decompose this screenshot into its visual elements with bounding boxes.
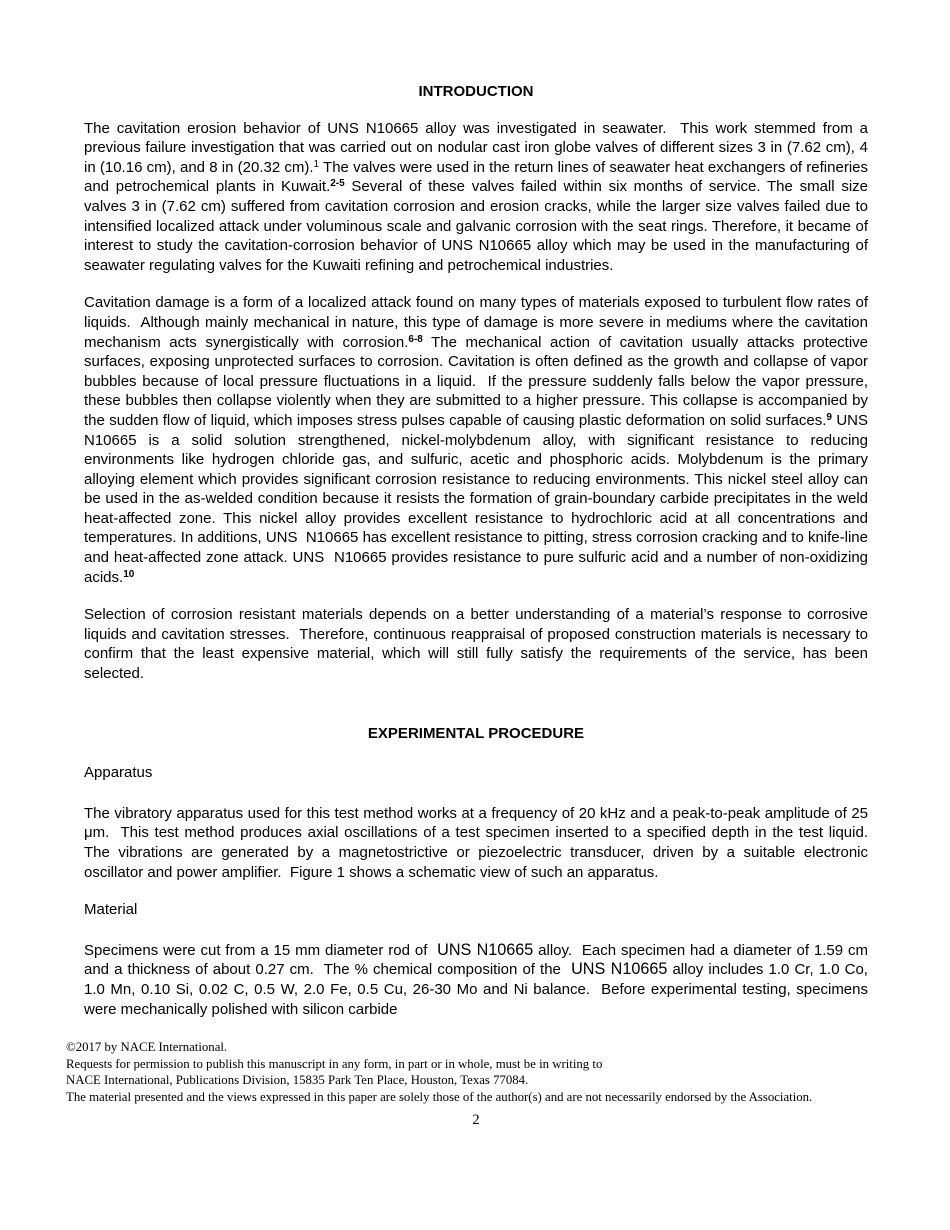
paragraph-intro-1: The cavitation erosion behavior of UNS N10665 alloy was investigated in seawater. This work stemmed from a previous failure investigation that was carried out on nodular cast iron globe valves of different sizes 3 in (7.62 cm), 4 in (10.16 cm), and 8 in (20.32 cm).$^1$ The valves were used in the return lines of seawater heat exchangers of refineries and petrochemical plants in Kuwait.$^{2-5}$ Several of these valves failed within six months of service. The small size valves 3 in (7.62 cm) suffered from cavitation corrosion and erosion cracks, while the larger size valves failed due to intensified localized attack under voluminous scale and galvanic corrosion with the seat rings. Therefore, it became of interest to study the cavitation-corrosion behavior of UNS N10665 alloy which may be used in the manufacturing of seawater regulating valves for the Kuwaiti refining and petrochemical industries. bbox=[84, 119, 873, 274]
subheading-material: Material bbox=[84, 901, 138, 919]
footer-disclaimer-line: The material presented and the views expressed in this paper are solely those of the author(s) and are not necessarily endorsed by the Association. bbox=[66, 1089, 813, 1104]
footer-copyright-line: ©2017 by NACE International. bbox=[66, 1040, 228, 1055]
footer-permission-line: Requests for permission to publish this manuscript in any form, in part or in whole, must be in writing to bbox=[66, 1056, 603, 1071]
section-heading-introduction: INTRODUCTION bbox=[418, 83, 534, 100]
footer-address-line: NACE International, Publications Division, 15835 Park Ten Place, Houston, Texas 77084. bbox=[66, 1073, 529, 1088]
paragraph-intro-2: Cavitation damage is a form of a localized attack found on many types of materials exposed to turbulent flow rates of liquids. Although mainly mechanical in nature, this type of damage is more severe in mediums where the cavitation mechanism acts synergistically with corrosion.$^{6-8}$ The mechanical action of cavitation usually attacks protective surfaces, exposing unprotected surfaces to corrosion. Cavitation is often defined as the growth and collapse of vapor bubbles because of local pressure fluctuations in a liquid. If the pressure suddenly falls below the vapor pressure, these bubbles then collapse violently when they are submitted to a higher pressure. This collapse is accompanied by the sudden flow of liquid, which imposes stress pulses capable of causing plastic deformation on solid surfaces.$^9$ UNS N10665 is a solid solution strengthened, nickel-molybdenum alloy, with significant resistance to reducing environments like hydrogen chloride gas, and sulfuric, acetic and phosphoric acids. Molybdenum is the primary alloying element which provides significant corrosion resistance to reducing environments. This nickel steel alloy can be used in the as-welded condition because it resists the formation of grain-boundary carbide precipitates in the weld heat-affected zone. This nickel alloy provides excellent resistance to hydrochloric acid at all concentrations and temperatures. In additions, UNS N10665 has excellent resistance to pitting, stress corrosion cracking and to knife-line and heat-affected zone attack. UNS N10665 provides resistance to pure sulfuric acid and a number of non-oxidizing acids.$^{10}$ bbox=[84, 294, 877, 586]
section-heading-experimental-procedure: EXPERIMENTAL PROCEDURE bbox=[367, 724, 585, 742]
paragraph-material: Specimens were cut from a 15 mm diameter rod of UNS N10665 alloy. Each specimen had a diameter of 1.59 cm and a thickness of about 0.27 cm. The % chemical composition of the UNS N10665 alloy includes 1.0 Cr, 1.0 Co, 1.0 Mn, 0.10 Si, 0.02 C, 0.5 W, 2.0 Fe, 0.5 Cu, 26-30 Mo and Ni balance. Before experimental testing, specimens were mechanically polished with silicon carbide bbox=[84, 940, 873, 1018]
subheading-apparatus: Apparatus bbox=[84, 764, 153, 782]
paragraph-intro-3: Selection of corrosion resistant materials depends on a better understanding of a material’s response to corrosive liquids and cavitation stresses. Therefore, continuous reappraisal of proposed construction materials is necessary to confirm that the least expensive material, which will still fully satisfy the requirements of the service, has been selected. bbox=[84, 606, 873, 683]
paragraph-apparatus: The vibratory apparatus used for this test method works at a frequency of 20 kHz and a peak-to-peak amplitude of 25 μm. This test method produces axial oscillations of a test specimen inserted to a specified depth in the test liquid. The vibrations are generated by a magnetostrictive or piezoelectric transducer, driven by a suitable electronic oscillator and power amplifier. Figure 1 shows a schematic view of such an apparatus. bbox=[84, 804, 877, 881]
copyright-footer bbox=[66, 1039, 938, 1105]
page-number: 2 bbox=[472, 1111, 480, 1128]
